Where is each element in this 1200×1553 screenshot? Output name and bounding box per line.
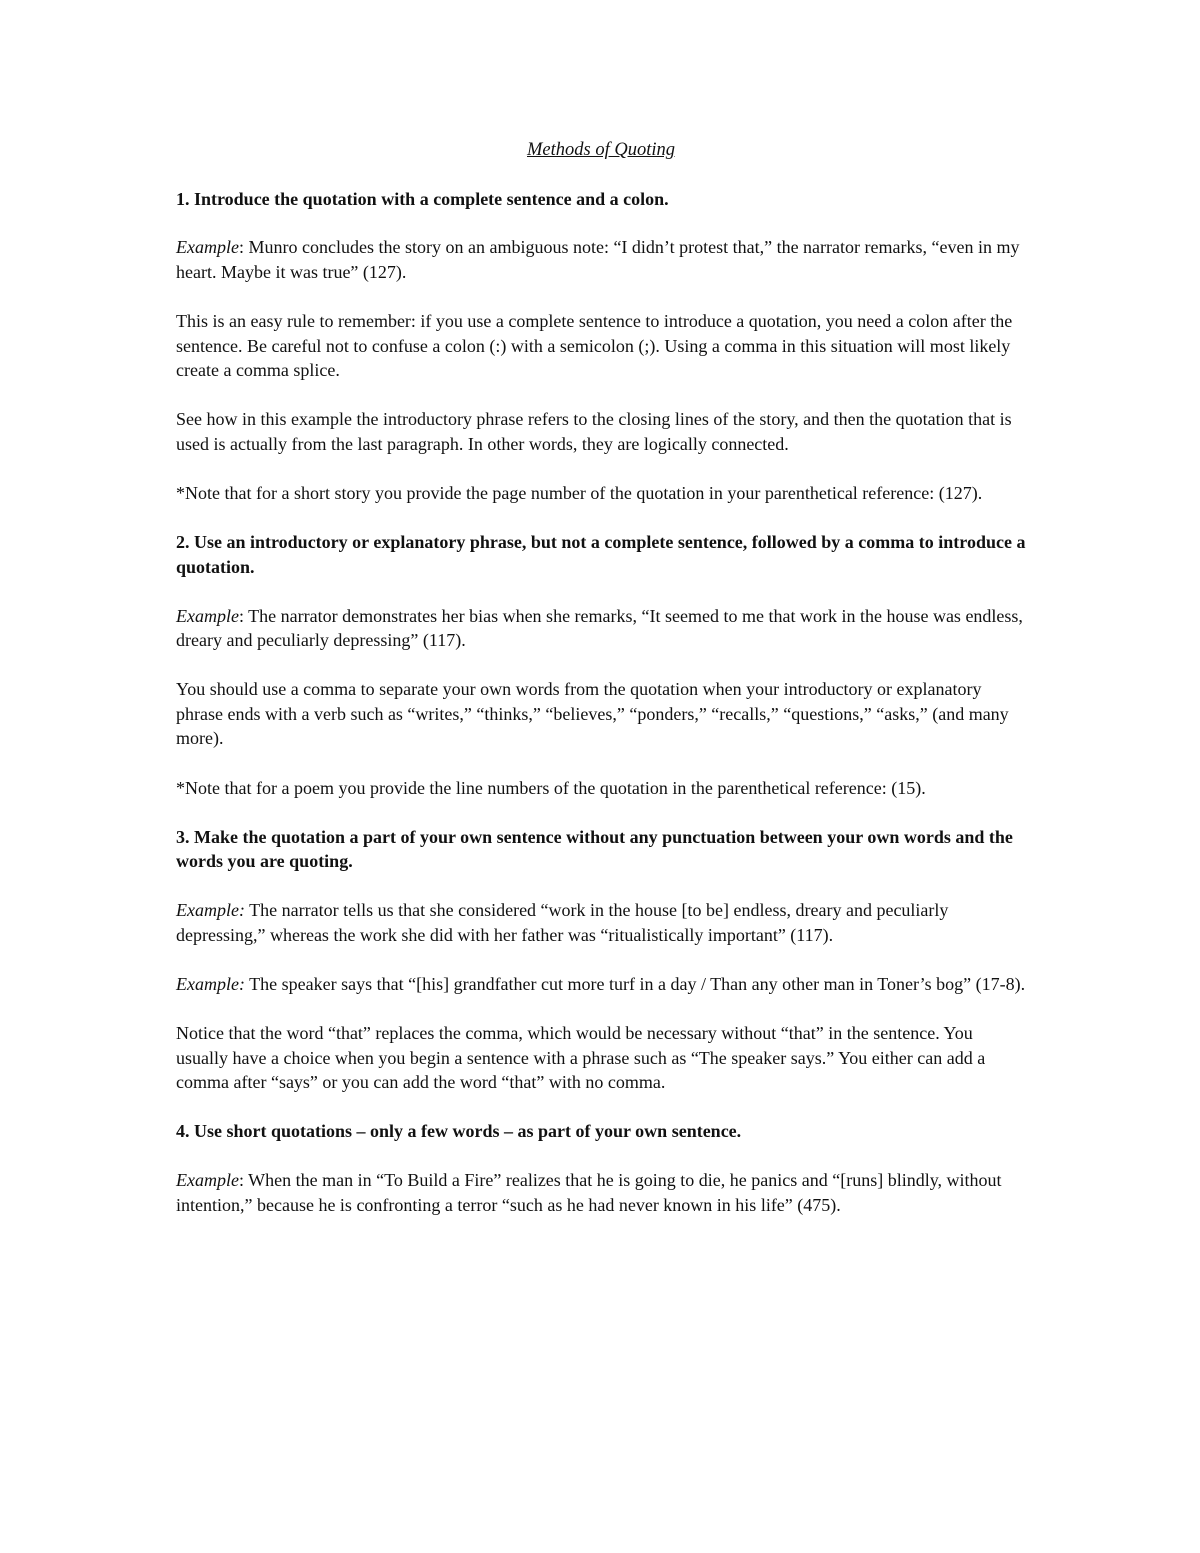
- example-paragraph: [176, 972, 1026, 997]
- section-heading-4: 4. Use short quotations – only a few words – as part of your own sentence.: [176, 1121, 742, 1142]
- example-text: The speaker says that “[his] grandfather cut more turf in a day / Than any other man in Toner’s bog” (17-8).: [249, 973, 1026, 994]
- document-title: Methods of Quoting: [527, 140, 675, 160]
- example-paragraph: [176, 898, 1026, 947]
- section-heading-2: 2. Use an introductory or explanatory phrase, but not a complete sentence, followed by a comma to introduce a quotation.: [176, 532, 1026, 577]
- example-separator: :: [238, 1169, 249, 1190]
- example-paragraph: [176, 235, 1026, 284]
- body-paragraph: This is an easy rule to remember: if you use a complete sentence to introduce a quotation, you need a colon after the sentence. Be careful not to confuse a colon (:) with a semicolon (;). Using a comma in this situation will most likely create a comma splice.: [176, 310, 1013, 381]
- section-heading-3: 3. Make the quotation a part of your own sentence without any punctuation between your own words and the words you are quoting.: [176, 826, 1013, 872]
- document-page: [176, 138, 1026, 1242]
- section-heading-1: 1. Introduce the quotation with a complete sentence and a colon.: [176, 188, 669, 209]
- body-paragraph: See how in this example the introductory phrase refers to the closing lines of the story, and then the quotation that is used is actually from the last paragraph. In other words, they are logically connected.: [176, 409, 1012, 454]
- note-paragraph: *Note that for a poem you provide the line numbers of the quotation in the parenthetical reference: (15).: [176, 777, 926, 798]
- example-label: Example: [176, 237, 239, 258]
- example-paragraph: [176, 1168, 1026, 1217]
- example-text: When the man in “To Build a Fire” realizes that he is going to die, he panics and “[runs] blindly, without intention,” because he is confronting a terror “such as he had never known in his life” (475).: [176, 1169, 1002, 1215]
- example-paragraph: [176, 604, 1026, 653]
- body-paragraph: Notice that the word “that” replaces the comma, which would be necessary without “that” in the sentence. You usually have a choice when you begin a sentence with a phrase such as “The speaker says.” You either can add a comma after “says” or you can add the word “that” with no comma.: [176, 1023, 986, 1093]
- example-text: The narrator demonstrates her bias when she remarks, “It seemed to me that work in the house was endless, dreary and peculiarly depressing” (117).: [176, 605, 1023, 651]
- example-text: Munro concludes the story on an ambiguous note: “I didn’t protest that,” the narrator remarks, “even in my heart. Maybe it was true” (127).: [176, 237, 1020, 282]
- example-label: Example: [176, 605, 239, 626]
- example-label: Example:: [176, 900, 245, 921]
- example-label: Example:: [176, 973, 245, 994]
- example-separator: :: [238, 237, 249, 258]
- example-separator: :: [238, 605, 249, 626]
- note-paragraph: *Note that for a short story you provide the page number of the quotation in your parenthetical reference: (127).: [176, 483, 983, 504]
- body-paragraph: You should use a comma to separate your own words from the quotation when your introductory or explanatory phrase ends with a verb such as “writes,” “thinks,” “believes,” “ponders,” “recalls,” “questions,” “asks,” (and many more).: [176, 679, 1009, 749]
- example-text: The narrator tells us that she considered “work in the house [to be] endless, dreary and peculiarly depressing,” whereas the work she did with her father was “ritualistically important” (117).: [176, 900, 949, 945]
- example-label: Example: [176, 1169, 239, 1190]
